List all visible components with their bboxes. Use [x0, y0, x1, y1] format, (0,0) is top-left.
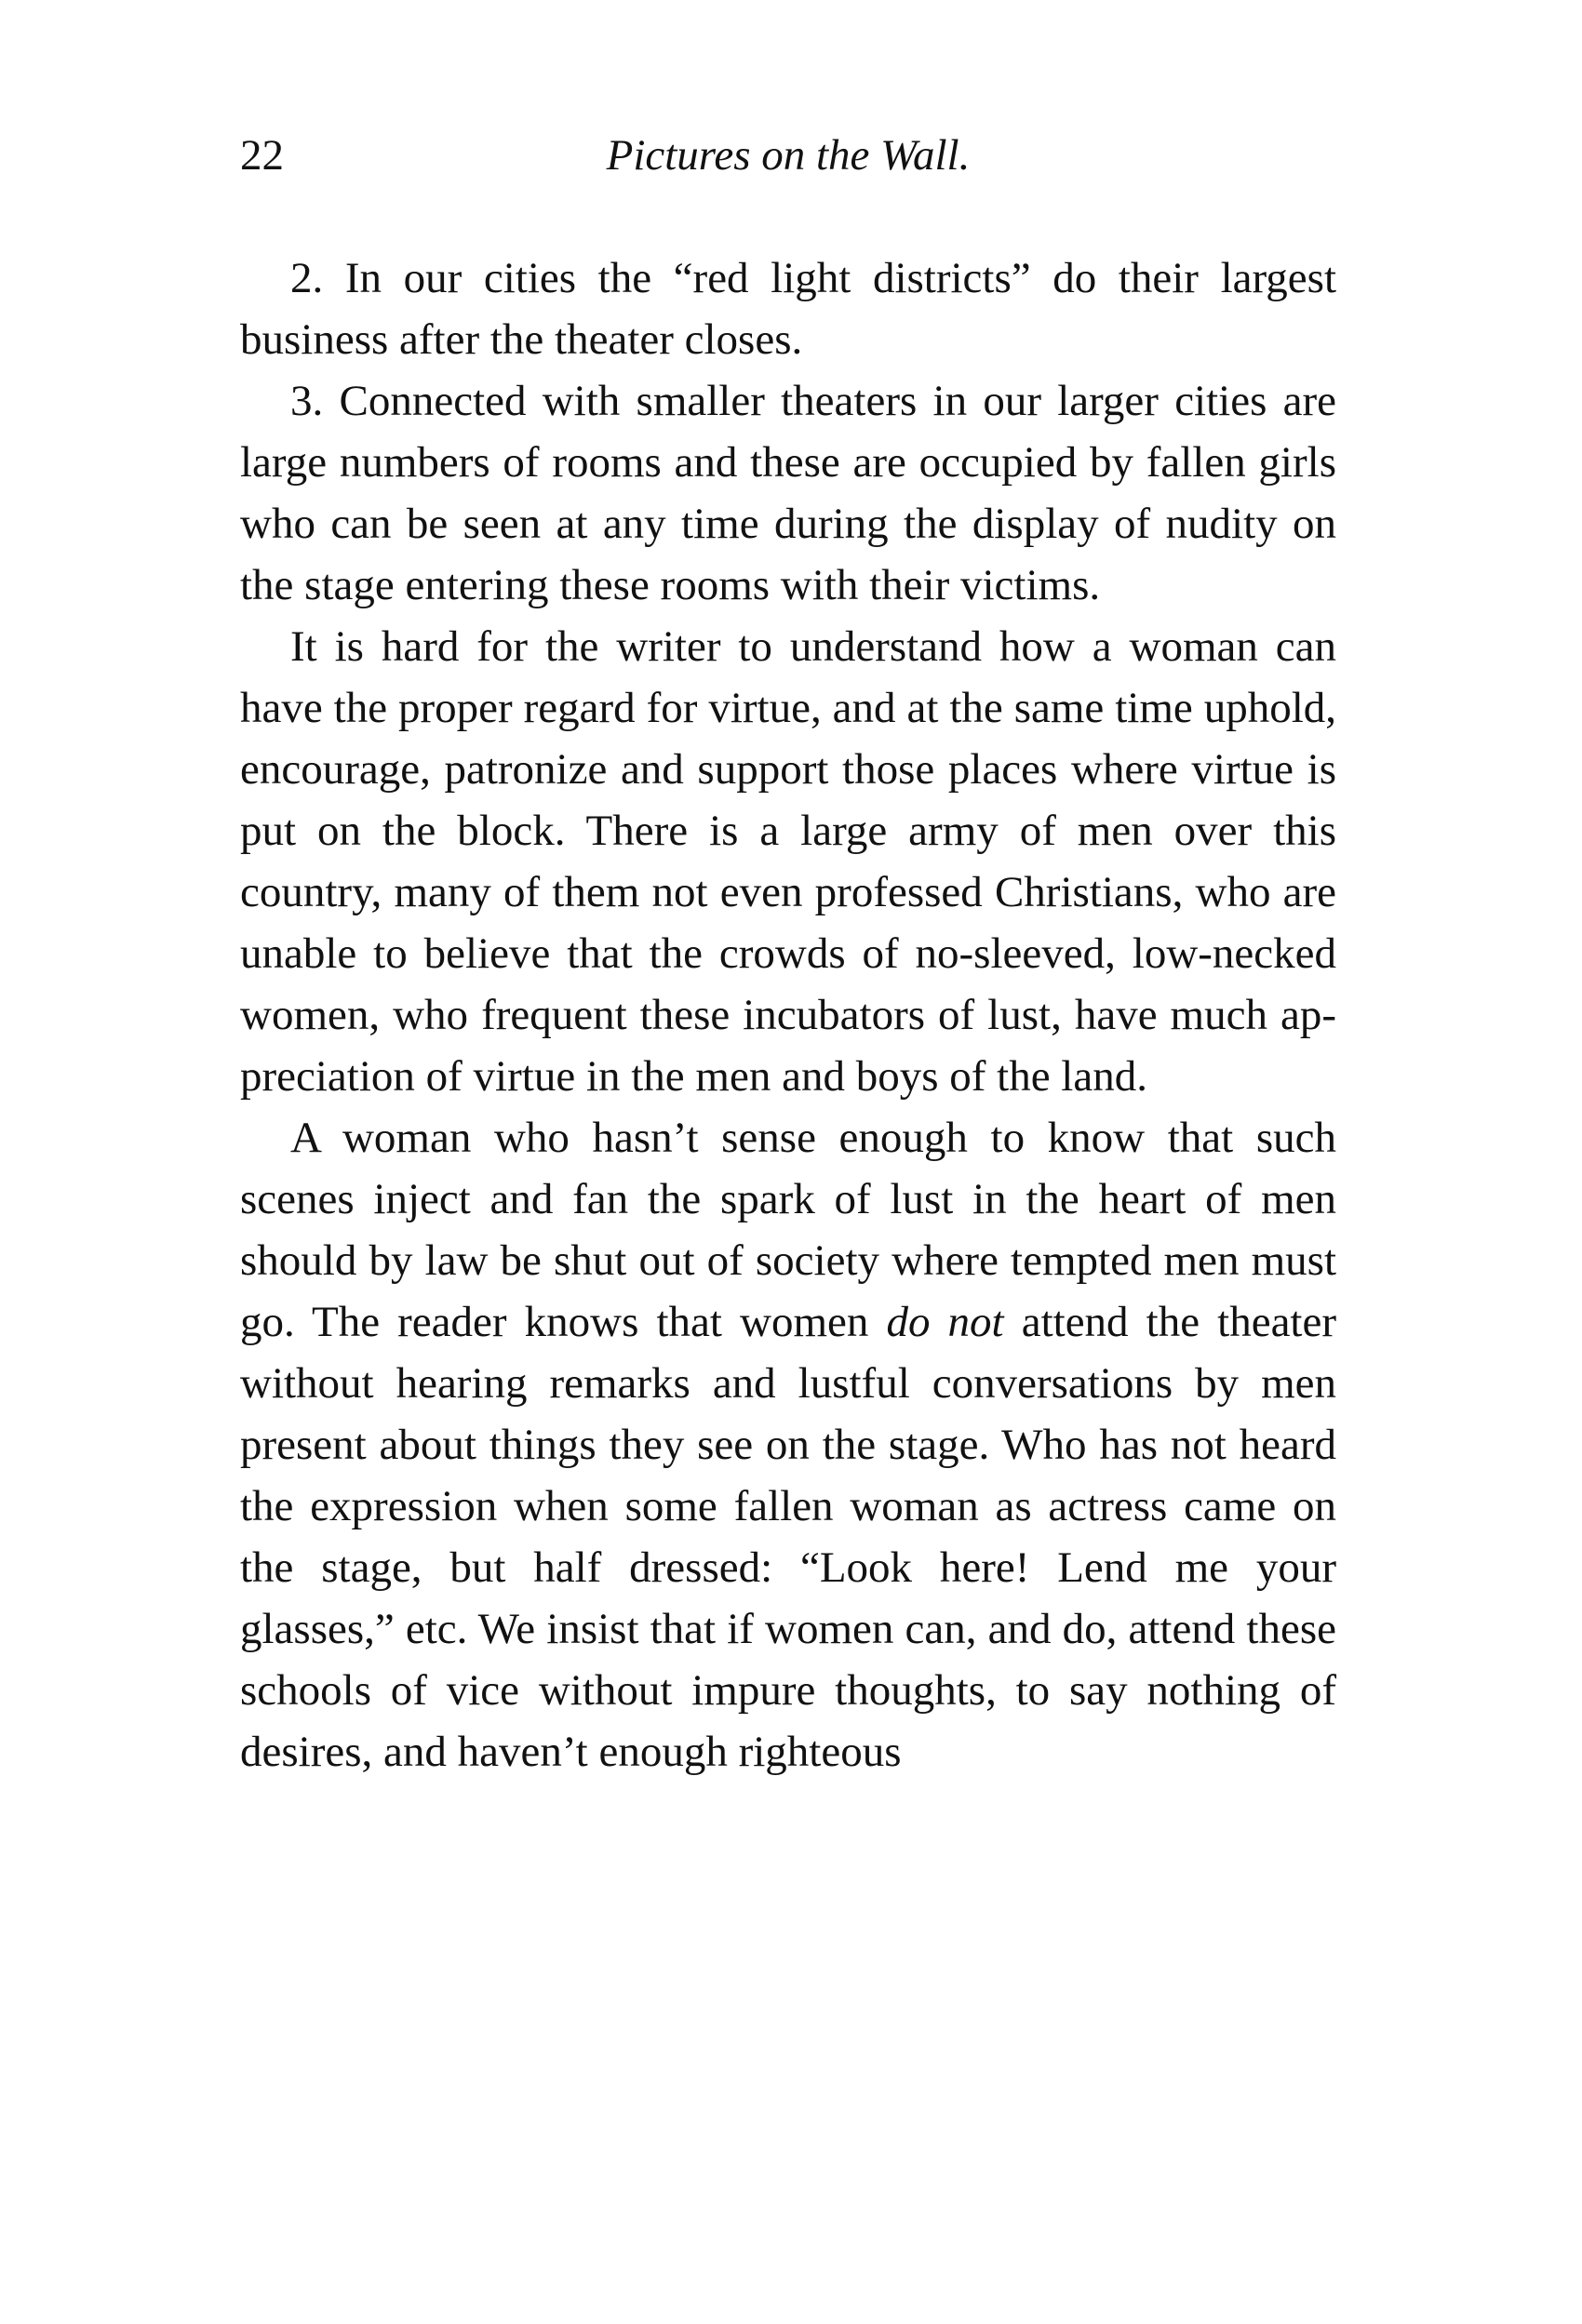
paragraph-text: A woman who hasn’t sense enough to know that such scenes inject and fan the spark of lust in the heart of men should by law be shut out of society where tempted men must go. The reader knows that women: [240, 1114, 1336, 1346]
paragraph-text: It is hard for the writer to understand how a woman can have the proper regard for virtue, and at the same time uphold, encourage, patronize and support those places where virtue is put on the block. There is a large army of men over this country, many of them not even professed Christians, who are unable to believe that the crowds of no-sleeved, low-necked women, who frequent these incubators of lust, have much appreciation of virtue in the men and boys of the land.: [240, 622, 1336, 1101]
paragraph-text: attend the theater without hearing remarks and lustful conversations by men present about things they see on the stage. Who has not heard the expression when some fallen woman as actress came on the stage, but half dressed: “Look here! Lend me your glasses,” etc. We insist that if women can, and do, attend these schools of vice without impure thoughts, to say nothing of desires, and haven’t enough righteous: [240, 1298, 1336, 1776]
paragraph-text: 2. In our cities the “red light districts” do their largest business after the theater closes.: [240, 254, 1336, 364]
running-title: Pictures on the Wall.: [606, 131, 971, 180]
paragraph-item-3: [240, 370, 1336, 616]
body-text: [240, 247, 1336, 1783]
paragraph-text: 3. Connected with smaller theaters in our larger cities are large numbers of rooms and these are occupied by fallen girls who can be seen at any time during the display of nudity on the stage entering these rooms with their victims.: [240, 377, 1336, 609]
paragraph-woman: [240, 1107, 1336, 1783]
paragraph-item-2: [240, 247, 1336, 370]
paragraph-virtue: [240, 616, 1336, 1107]
emphasis-text: do not: [886, 1298, 1004, 1346]
page-number: 22: [240, 131, 284, 180]
book-page: [240, 0, 1336, 2324]
page-header: [240, 130, 1336, 195]
